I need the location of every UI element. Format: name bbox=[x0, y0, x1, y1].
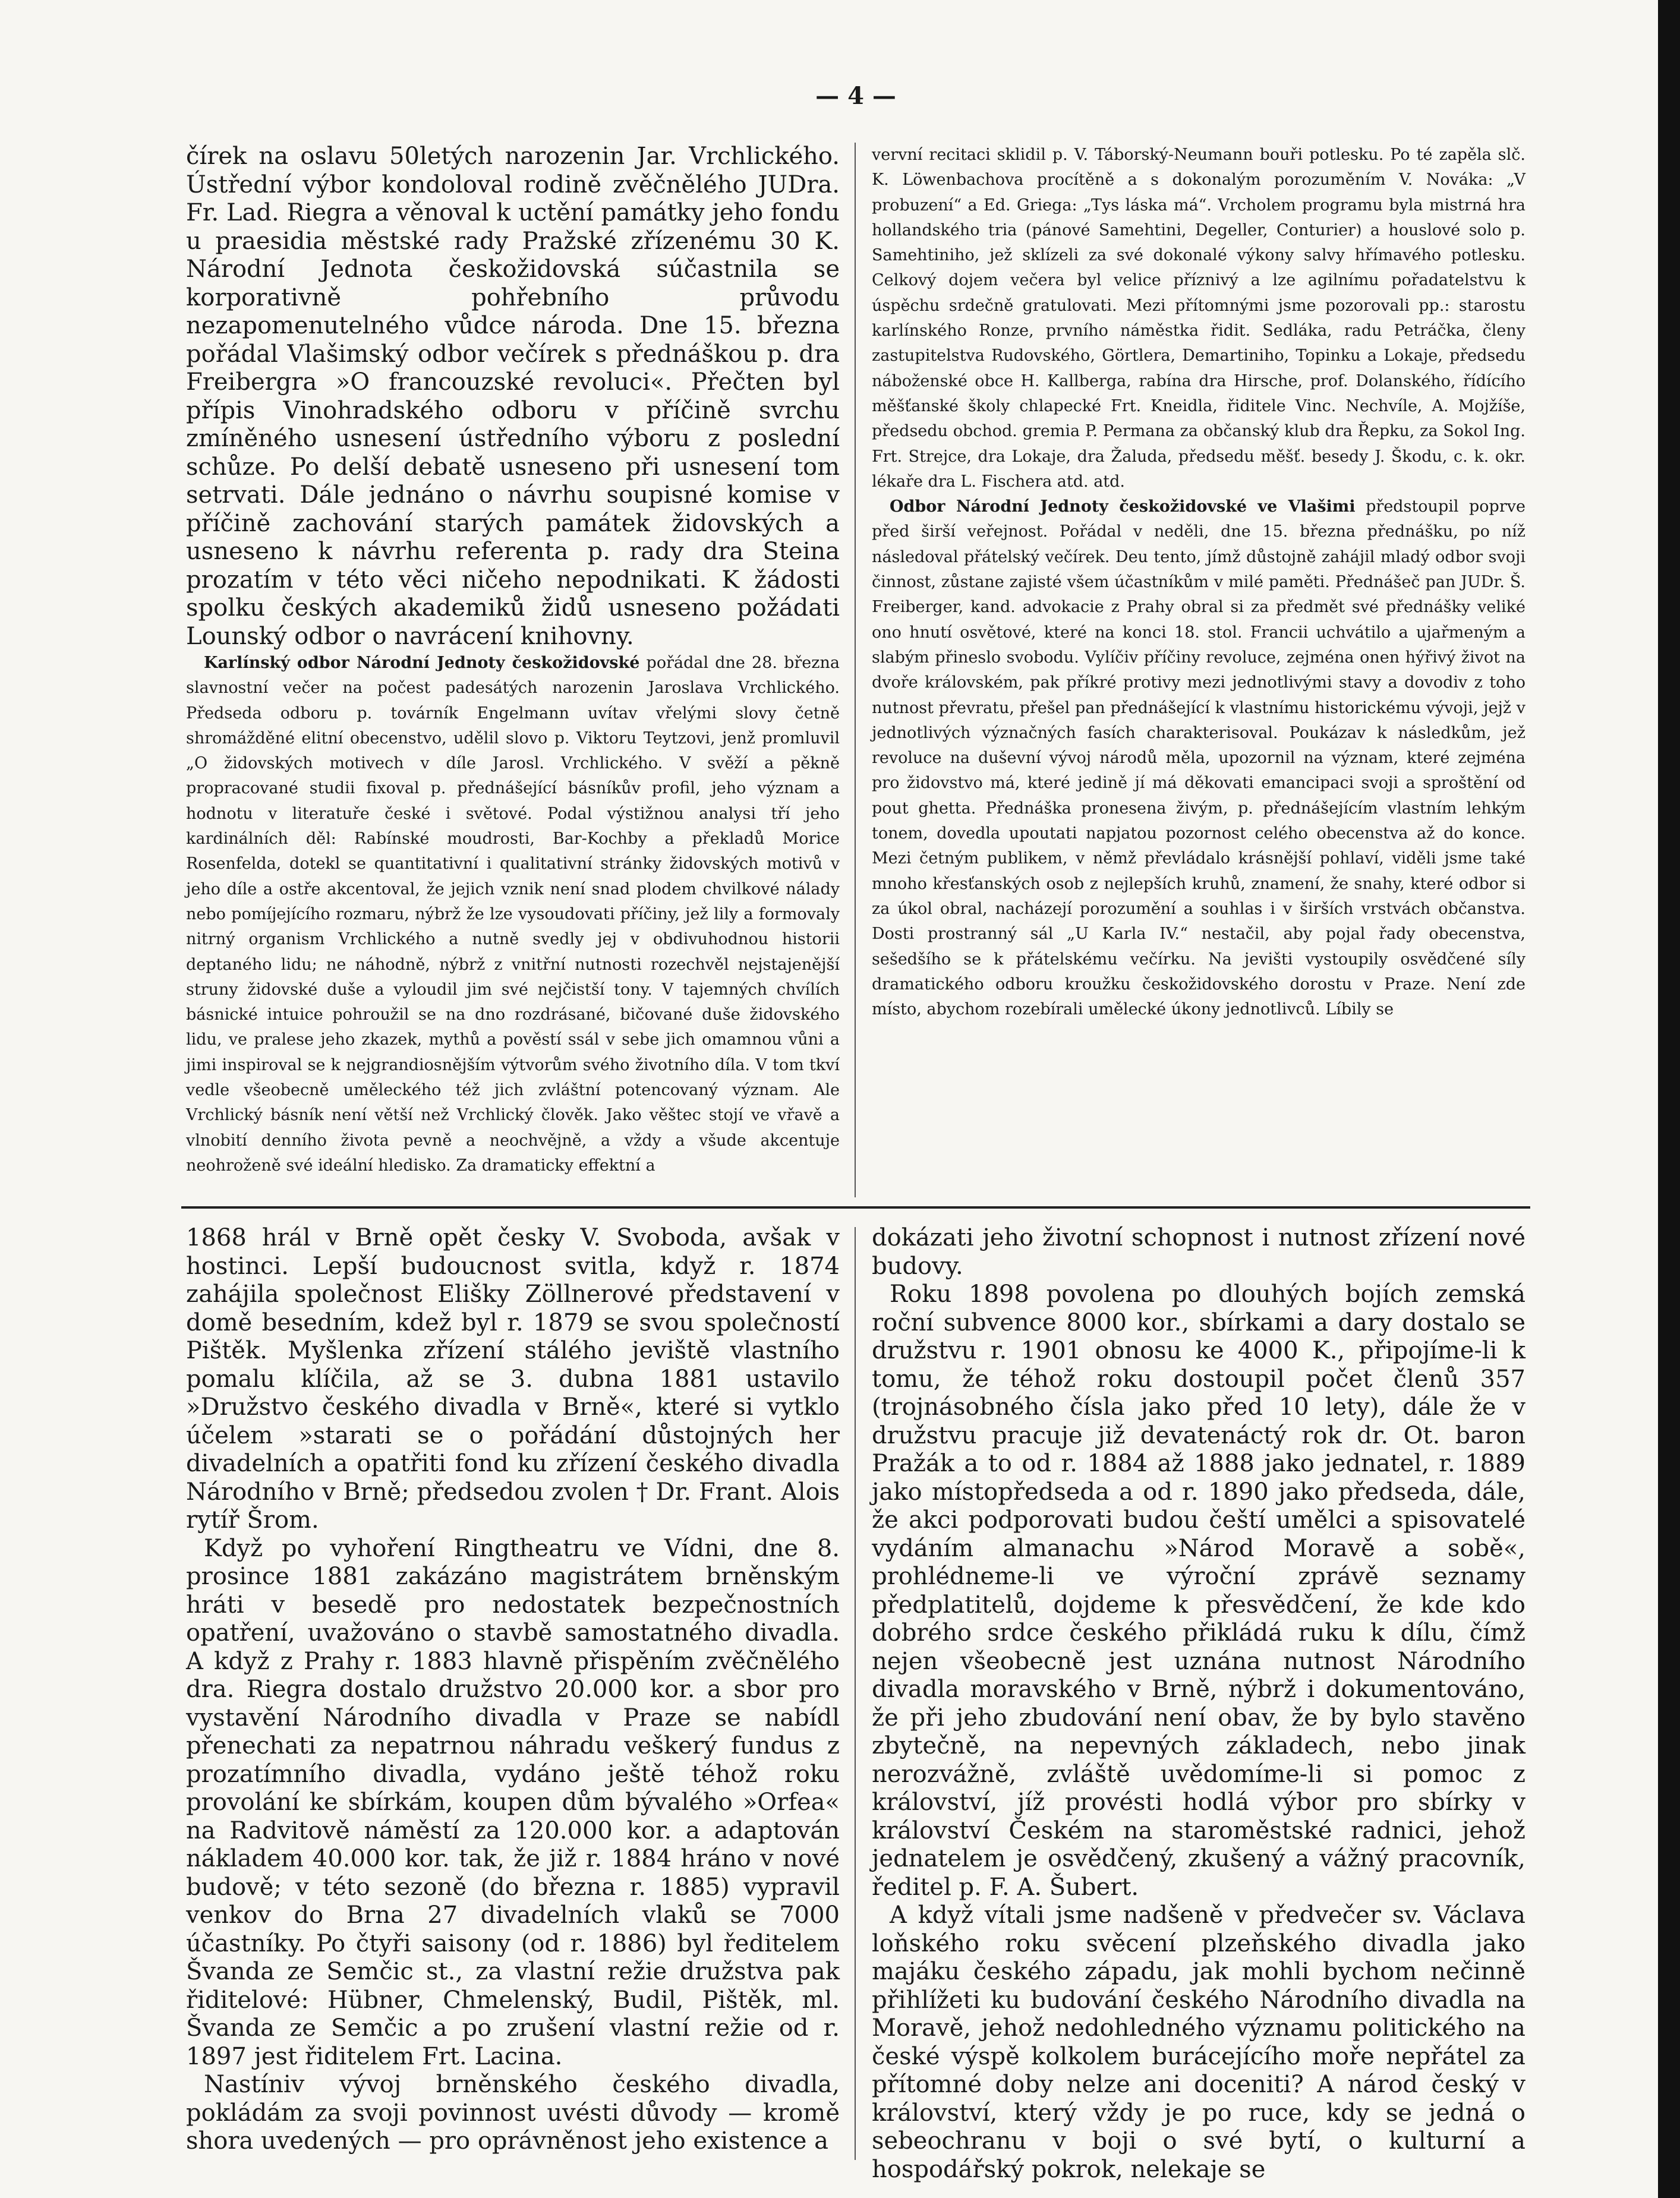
article-paragraph bbox=[872, 494, 1525, 1022]
scan-edge bbox=[1658, 0, 1680, 2198]
horizontal-divider bbox=[181, 1206, 1530, 1209]
article-paragraph: Nastíniv vývoj brněnského českého divadla, pokládám za svoji povinnost uvésti důvody — kromě shora uvedených — pro oprávněnost jeho existence a bbox=[186, 2071, 840, 2155]
column-top-left bbox=[186, 143, 840, 1197]
article-paragraph: 1868 hrál v Brně opět česky V. Svoboda, avšak v hostinci. Lepší budoucnost svitla, když r. 1874 zahájila společnost Elišky Zöllnerové představení v domě besedním, kdež byl r. 1879 se svou společností Pištěk. Myšlenka zřízení stálého jeviště vlastního pomalu klíčila, až se 3. dubna 1881 ustavilo »Družstvo českého divadla v Brně«, které si vytklo účelem »starati se o pořádání důstojných her divadelních a opatřiti fond ku zřízení českého divadla Národního v Brně; předsedou zvolen † Dr. Frant. Alois rytíř Šrom. bbox=[186, 1224, 840, 1534]
paragraph-text: předstoupil poprve před širší veřejnost. Pořádal v neděli, dne 15. března přednášku, po níž následoval přátelský večírek. Deu tento, jímž důstojně zahájil mladý odbor svoji činnost, zůstane zajisté všem účastníkům v milé paměti. Přednášeč pan JUDr. Š. Freiberger, kand. advokacie z Prahy obral si za předmět své přednášky veliké ono hnutí osvětové, které na konci 18. stol. Francii uchvátilo a ujařmeným a slabým přineslo svobodu. Vylíčiv příčiny revoluce, zejména onen hýřivý život na dvoře královském, pak příkré protivy mezi jednotlivými stavy a dovodiv z toho nutnost převratu, přešel pan přednášející k vlastnímu historickému vývoji, jejž v jednotlivých význačných fasích charakterisoval. Poukázav k následkům, jež revoluce na duševní vývoj národů měla, upozornil na význam, které zejména pro židovstvo má, které jedině jí má děkovati emancipaci svoji a sproštění od pout ghetta. Přednáška pronesena živým, p. přednášejícím vlastním lehkým tonem, dovedla upoutati napjatou pozornost celého obecenstva až do konce. Mezi četným publikem, v němž převládalo krásnější pohlaví, viděli jsme také mnoho křesťanských osob z nejlepších kruhů, znamení, že snahy, které odbor si za úkol obral, nacházejí porozumění a souhlas i v širších vrstvách občanstva. Dosti prostranný sál „U Karla IV.“ nestačil, aby pojal řady obecenstva, sešedšího se k přátelskému večírku. Na jevišti vystoupily osvědčené síly dramatického odboru kroužku českožidovského dorostu v Praze. Není zde místo, abychom rozebírali umělecké úkony jednotlivců. Líbily se bbox=[872, 497, 1525, 1019]
article-paragraph: dokázati jeho životní schopnost i nutnost zřízení nové budovy. bbox=[872, 1224, 1525, 1280]
section-lead: Karlínský odbor Národní Jednoty českožidovské bbox=[204, 654, 640, 672]
section-lead: Odbor Národní Jednoty českožidovské ve Vlašimi bbox=[890, 497, 1356, 516]
page-number: — 4 — bbox=[815, 82, 896, 110]
paragraph-text: pořádal dne 28. března slavnostní večer na počest padesátých narozenin Jaroslava Vrchlického. Předseda odboru p. továrník Engelmann uvítav vřelými slovy četně shromážděné elitní obecenstvo, udělil slovo p. Viktoru Teytzovi, jenž promluvil „O židovských motivech v díle Jarosl. Vrchlického. V svěží a pěkně propracované studii fixoval p. přednášející básníkův profil, jeho význam a hodnotu v literatuře české i světové. Podal výstižnou analysi tří jeho kardinálních děl: Rabínské moudrosti, Bar-Kochby a překladů Morice Rosenfelda, dotekl se quantitativní i qualitativní stránky židovských motivů v jeho díle a ostře akcentoval, že jejich vznik není snad plodem chvilkové nálady nebo pomíjejícího rozmaru, nýbrž že lze vysoudovati příčiny, jež lily a formovaly nitrný organism Vrchlického a nutně svedly jej v obdivuhodnou historii deptaného lidu; ne náhodně, nýbrž z vnitřní nutnosti rozechvěl nejstajenější struny židovské duše a vyloudil jim své nejčistší tony. V tajemných chvílích básnické intuice pohroužil se na dno rozdrásané, bičované duše židovského lidu, ve pralese jeho zkazek, mythů a pověstí ssál v sebe jich omamnou vůni a jimi inspiroval se k nejgrandiosnějším výtvorům svého životního díla. V tom tkví vedle všeobecně uměleckého též jich zvláštní potencovaný význam. Ale Vrchlický básník není větší než Vrchlický člověk. Jako věštec stojí ve vřavě a vlnobití denního života pevně a neochvějně, a vždy a všude akcentuje neohroženě své ideální hledisko. Za dramaticky effektní a bbox=[186, 654, 840, 1175]
column-top-right bbox=[872, 143, 1525, 1197]
article-paragraph: čírek na oslavu 50letých narozenin Jar. Vrchlického. Ústřední výbor kondoloval rodině zvěčnělého JUDra. Fr. Lad. Riegra a věnoval k uctění památky jeho fondu u praesidia městské rady Pražské zřízenému 30 K. Národní Jednota českožidovská súčastnila se korporativně pohřebního průvodu nezapomenutelného vůdce národa. Dne 15. března pořádal Vlašimský odbor večírek s přednáškou p. dra Freibergra »O francouzské revoluci«. Přečten byl přípis Vinohradského odboru v příčině svrchu zmíněného usnesení ústředního výboru z poslední schůze. Po delší debatě usneseno při usnesení tom setrvati. Dále jednáno o návrhu soupisné komise v příčině zachování starých památek židovských a usneseno k návrhu referenta p. rady dra Steina prozatím v této věci ničeho nepodnikati. K žádosti spolku českých akademiků židů usneseno požádati Lounský odbor o navrácení knihovny. bbox=[186, 143, 840, 650]
article-paragraph: A když vítali jsme nadšeně v předvečer sv. Václava loňského roku svěcení plzeňského divadla jako majáku českého západu, jak mohli bychom nečinně přihlížeti ku budování českého Národního divadla na Moravě, jehož nedohledného významu politického na české výspě kolkolem burácejícího moře nepřátel za přítomné doby nelze ani doceniti? A národ český v království, který vždy je po ruce, kdy se jedná o sebeochranu v boji o své bytí, o kulturní a hospodářský pokrok, nelekaje se bbox=[872, 1901, 1525, 2183]
column-bottom-right bbox=[872, 1224, 1525, 2183]
column-divider bbox=[855, 1227, 856, 2160]
article-paragraph: Roku 1898 povolena po dlouhých bojích zemská roční subvence 8000 kor., sbírkami a dary dostalo se družstvu r. 1901 obnosu ke 4000 K., připojíme-li k tomu, že téhož roku dostoupil počet členů 357 (trojnásobného čísla jako před 10 lety), dále že v družstvu pracuje již devatenáctý rok dr. Ot. baron Pražák a to od r. 1884 až 1888 jako jednatel, r. 1889 jako místopředseda a od r. 1890 jako předseda, dále, že akci podporovati budou čeští umělci a spisovatelé vydáním almanachu »Národ Moravě a sobě«, prohlédneme-li ve výroční zprávě seznamy předplatitelů, dojdeme k přesvědčení, že kde kdo dobrého srdce českého přikládá ruku k dílu, čímž nejen všeobecně jest uznána nutnost Národního divadla moravského v Brně, nýbrž i dokumentováno, že při jeho zbudování není obav, že by bylo stavěno zbytečně, na nepevných základech, nebo jinak nerozvážně, zvláště uvědomíme-li si pomoc z království, jíž provésti hodlá výbor pro sbírky v království Českém na staroměstské radnici, jehož jednatelem je osvědčený, zkušený a vážný pracovník, ředitel p. F. A. Šubert. bbox=[872, 1281, 1525, 1901]
column-divider bbox=[855, 143, 856, 1197]
article-paragraph: Když po vyhoření Ringtheatru ve Vídni, dne 8. prosince 1881 zakázáno magistrátem brněnským hráti v besedě pro nedostatek bezpečnostních opatření, uvažováno o stavbě samostatného divadla. A když z Prahy r. 1883 hlavně přispěním zvěčnělého dra. Riegra dostalo družstvo 20.000 kor. a sbor pro vystavění Národního divadla v Praze se nabídl přenechati za nepatrnou náhradu veškerý fundus z prozatímního divadla, vydáno ještě téhož roku provolání ke sbírkám, koupen dům bývalého »Orfea« na Radvitově náměstí za 120.000 kor. a adaptován nákladem 40.000 kor. tak, že již r. 1884 hráno v nové budově; v této sezoně (do března r. 1885) vypravil venkov do Brna 27 divadelních vlaků se 7000 účastníky. Po čtyři saisony (od r. 1886) byl ředitelem Švanda ze Semčic st., za vlastní režie družstva pak řiditelové: Hübner, Chmelenský, Budil, Pištěk, ml. Švanda ze Semčic a po zrušení vlastní režie od r. 1897 jest řiditelem Frt. Lacina. bbox=[186, 1534, 840, 2070]
article-paragraph: vervní recitaci sklidil p. V. Táborský-Neumann bouři potlesku. Po té zapěla slč. K. Löwenbachova procítěně a s dokonalým porozuměním V. Nováka: „V probuzení“ a Ed. Griega: „Tys láska má“. Vrcholem programu byla mistrná hra hollandského tria (pánové Samehtini, Degeller, Conturier) a houslové solo p. Samehtiniho, jež sklízeli za své dokonalé výkony salvy hřímavého potlesku. Celkový dojem večera byl velice příznivý a lze agilnímu pořadatelstvu k úspěchu srdečně gratulovati. Mezi přítomnými jsme pozorovali pp.: starostu karlínského Ronze, prvního náměstka řidit. Sedláka, radu Petráčka, členy zastupitelstva Rudovského, Görtlera, Demartiniho, Topinku a Lokaje, předsedu náboženské obce H. Kallberga, rabína dra Hirsche, prof. Dolanského, řídícího měšťanské školy chlapecké Frt. Kneidla, řiditele Vinc. Nechvíle, A. Mojžíše, předsedu obchod. gremia P. Permana za občanský klub dra Řepku, za Sokol Ing. Frt. Strejce, dra Lokaje, dra Žaluda, předsedu měšť. besedy J. Škodu, c. k. okr. lékaře dra L. Fischera atd. atd. bbox=[872, 146, 1525, 491]
article-paragraph bbox=[186, 651, 840, 1178]
column-bottom-left bbox=[186, 1224, 840, 2163]
